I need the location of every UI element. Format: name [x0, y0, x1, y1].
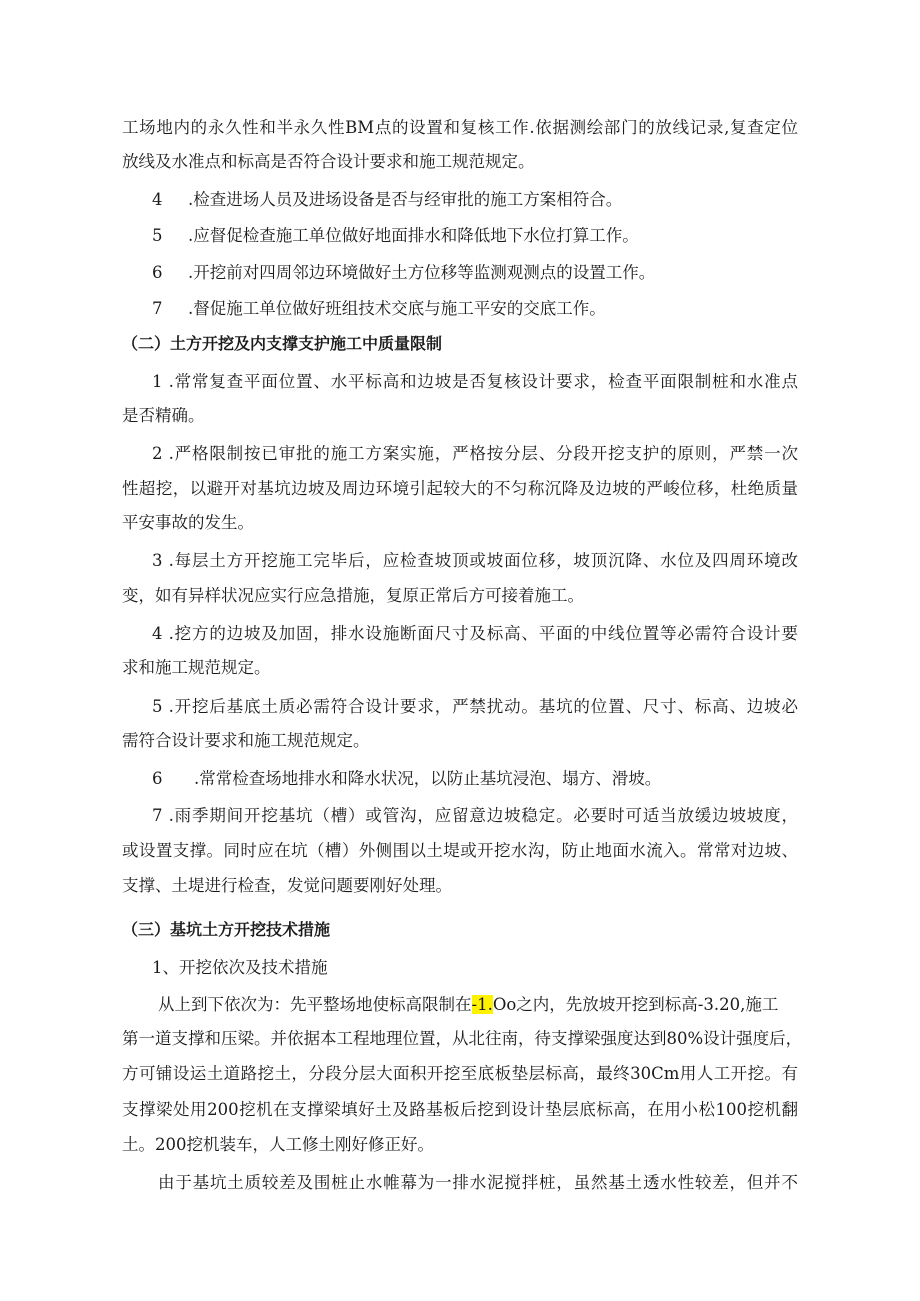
paragraph-line: 由于基坑土质较差及围桩止水帷幕为一排水泥搅拌桩，虽然基土透水性较差，但并不 [158, 1173, 798, 1192]
paragraph-line: 是否精确。 [122, 406, 205, 425]
list-item-number: 5 [152, 226, 163, 245]
paragraph-line: 求和施工规范规定。 [122, 658, 271, 677]
sub-heading: 1、开挖依次及技术措施 [152, 958, 328, 977]
paragraph-line: 或设置支撑。同时应在坑（槽）外侧围以土堤或开挖水沟，防止地面水流入。常常对边坡、 [122, 841, 798, 860]
list-item-number: 7 [152, 299, 163, 318]
paragraph-line: 4 .挖方的边坡及加固，排水设施断面尺寸及标高、平面的中线位置等必需符合设计要 [152, 624, 798, 643]
list-item-text: .督促施工单位做好班组技术交底与施工平安的交底工作。 [188, 299, 606, 318]
paragraph-line: 性超挖，以避开对基坑边坡及周边环境引起较大的不匀称沉降及边坡的严峻位移，杜绝质量 [122, 479, 798, 498]
paragraph-line: 3 .每层土方开挖施工完毕后，应检查坡顶或坡面位移，坡顶沉降、水位及四周环境改 [152, 551, 798, 570]
paragraph-line: 需符合设计要求和施工规范规定。 [122, 731, 370, 750]
text-run: 从上到下依次为：先平整场地使标高限制在 [158, 995, 472, 1014]
list-item-number: 6 [152, 263, 163, 282]
paragraph-line: 7 .雨季期间开挖基坑（槽）或管沟，应留意边坡稳定。必要时可适当放缓边坡坡度， [152, 806, 798, 825]
intro-line-1: 工场地内的永久性和半永久性BM点的设置和复核工作.依据测绘部门的放线记录,复查定位 [122, 118, 798, 137]
intro-line-2: 放线及水准点和标高是否符合设计要求和施工规范规定。 [122, 152, 535, 171]
section-heading: （二）土方开挖及内支撑支护施工中质量限制 [122, 334, 443, 353]
list-item-text: .检查进场人员及进场设备是否与经审批的施工方案相符合。 [188, 190, 623, 209]
list-item-text: .应督促检查施工单位做好地面排水和降低地下水位打算工作。 [188, 226, 639, 245]
list-item-text: .开挖前对四周邻边环境做好土方位移等监测观测点的设置工作。 [188, 263, 656, 282]
list-item-number: 4 [152, 190, 163, 209]
paragraph-line: 变，如有异样状况应实行应急措施，复原正常后方可接着施工。 [122, 586, 584, 605]
paragraph-line: 支撑梁处用200挖机在支撑梁填好土及路基板后挖到设计垫层底标高，在用小松100挖机翻 [122, 1100, 798, 1119]
paragraph-line: 2 .严格限制按已审批的施工方案实施，严格按分层、分段开挖支护的原则，严禁一次 [152, 444, 798, 463]
paragraph-line: 方可铺设运土道路挖土，分段分层大面积开挖至底板垫层标高，最终30Cm用人工开挖。有 [122, 1064, 798, 1083]
text-run: Oo之内，先放坡开挖到标高-3.20,施工 [492, 995, 779, 1014]
paragraph-line: 第一道支撑和压梁。并依据本工程地理位置，从北往南，待支撑梁强度达到80%设计强度后， [122, 1029, 803, 1048]
paragraph-line: 平安事故的发生。 [122, 513, 254, 532]
section-heading: （三）基坑土方开挖技术措施 [122, 920, 331, 939]
paragraph-line: 6 .常常检查场地排水和降水状况，以防止基坑浸泡、塌方、滑坡。 [152, 769, 662, 788]
paragraph-line: 支撑、土堤进行检查，发觉问题要刚好处理。 [122, 876, 452, 895]
paragraph-line [158, 993, 778, 1017]
highlighted-text: -1. [471, 995, 493, 1014]
paragraph-line: 1 .常常复查平面位置、水平标高和边坡是否复核设计要求，检查平面限制桩和水准点 [152, 372, 798, 391]
paragraph-line: 土。200挖机装车，人工修土刚好修正好。 [122, 1135, 434, 1154]
paragraph-line: 5 .开挖后基底土质必需符合设计要求，严禁扰动。基坑的位置、尺寸、标高、边坡必 [152, 697, 798, 716]
